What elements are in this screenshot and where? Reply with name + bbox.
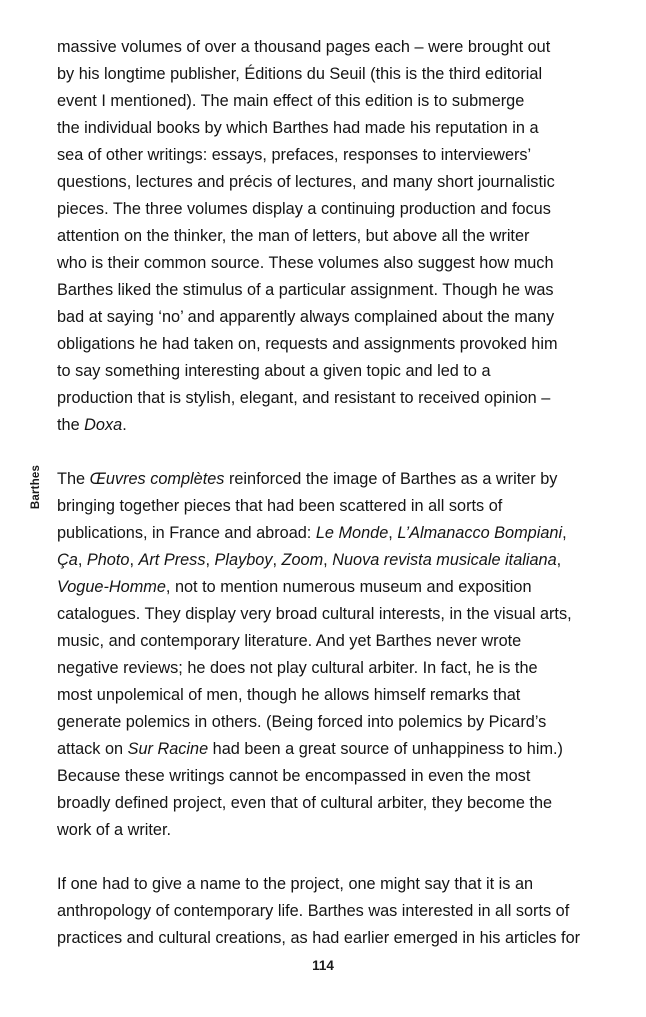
text-run: , bbox=[77, 551, 87, 569]
text-run: obligations he had taken on, requests and assignments provoked him bbox=[57, 335, 558, 353]
italic-title: Art Press bbox=[138, 551, 206, 569]
text-run: catalogues. They display very broad cultural interests, in the visual arts, bbox=[57, 605, 572, 623]
text-run: work of a writer. bbox=[57, 821, 172, 839]
text-run: the bbox=[57, 416, 85, 434]
text-line bbox=[57, 385, 585, 412]
text-run: attack on bbox=[57, 740, 128, 758]
text-run: The bbox=[57, 470, 90, 488]
text-line bbox=[57, 277, 585, 304]
text-line bbox=[57, 898, 585, 925]
paragraph bbox=[57, 871, 585, 952]
text-line bbox=[57, 304, 585, 331]
text-line bbox=[57, 709, 585, 736]
text-run: to say something interesting about a given topic and led to a bbox=[57, 362, 491, 380]
text-run: event I mentioned). The main effect of this edition is to submerge bbox=[57, 92, 525, 110]
paragraph bbox=[57, 34, 585, 439]
paragraph bbox=[57, 466, 585, 844]
text-run: publications, in France and abroad: bbox=[57, 524, 316, 542]
text-line bbox=[57, 925, 585, 952]
page-body bbox=[57, 34, 585, 952]
text-run: music, and contemporary literature. And yet Barthes never wrote bbox=[57, 632, 522, 650]
text-line bbox=[57, 736, 585, 763]
text-line bbox=[57, 682, 585, 709]
text-line bbox=[57, 547, 585, 574]
text-run: massive volumes of over a thousand pages each – were brought out bbox=[57, 38, 551, 56]
italic-title: Sur Racine bbox=[127, 740, 209, 758]
text-line bbox=[57, 655, 585, 682]
text-run: , not to mention numerous museum and exposition bbox=[165, 578, 532, 596]
text-run: Because these writings cannot be encompassed in even the most bbox=[57, 767, 531, 785]
text-line bbox=[57, 358, 585, 385]
text-run: Barthes liked the stimulus of a particular assignment. Though he was bbox=[57, 281, 554, 299]
text-line bbox=[57, 34, 585, 61]
italic-title: Playboy bbox=[214, 551, 273, 569]
text-line bbox=[57, 250, 585, 277]
text-line bbox=[57, 331, 585, 358]
text-run: reinforced the image of Barthes as a writer by bbox=[224, 470, 558, 488]
text-run: If one had to give a name to the project, one might say that it is an bbox=[57, 875, 534, 893]
italic-title: Le Monde bbox=[315, 524, 389, 542]
text-line bbox=[57, 790, 585, 817]
text-run: bad at saying ‘no’ and apparently always complained about the many bbox=[57, 308, 555, 326]
text-run: the individual books by which Barthes had made his reputation in a bbox=[57, 119, 539, 137]
text-run: , bbox=[556, 551, 562, 569]
text-line bbox=[57, 412, 585, 439]
text-line bbox=[57, 763, 585, 790]
text-run: , bbox=[272, 551, 282, 569]
text-line bbox=[57, 520, 585, 547]
text-line bbox=[57, 601, 585, 628]
text-run: sea of other writings: essays, prefaces, responses to interviewers’ bbox=[57, 146, 532, 164]
text-run: who is their common source. These volumes also suggest how much bbox=[57, 254, 554, 272]
italic-title: Œuvres complètes bbox=[89, 470, 225, 488]
text-run: production that is stylish, elegant, and resistant to received opinion – bbox=[57, 389, 551, 407]
text-line bbox=[57, 466, 585, 493]
text-run: generate polemics in others. (Being forced into polemics by Picard’s bbox=[57, 713, 547, 731]
italic-title: Ça bbox=[57, 551, 78, 569]
italic-title: Nuova revista musicale italiana bbox=[332, 551, 557, 569]
text-run: questions, lectures and précis of lectures, and many short journalistic bbox=[57, 173, 555, 191]
text-run: broadly defined project, even that of cultural arbiter, they become the bbox=[57, 794, 553, 812]
text-run: attention on the thinker, the man of letters, but above all the writer bbox=[57, 227, 530, 245]
text-run: had been a great source of unhappiness to him.) bbox=[208, 740, 563, 758]
text-line bbox=[57, 628, 585, 655]
italic-title: Photo bbox=[86, 551, 130, 569]
text-line bbox=[57, 574, 585, 601]
italic-title: Zoom bbox=[281, 551, 324, 569]
text-run: , bbox=[129, 551, 139, 569]
text-run: pieces. The three volumes display a continuing production and focus bbox=[57, 200, 551, 218]
text-run: practices and cultural creations, as had earlier emerged in his articles for bbox=[57, 929, 581, 947]
text-line bbox=[57, 88, 585, 115]
text-line bbox=[57, 871, 585, 898]
text-line bbox=[57, 817, 585, 844]
text-line bbox=[57, 223, 585, 250]
text-run: . bbox=[122, 416, 127, 434]
text-run: , bbox=[562, 524, 567, 542]
text-line bbox=[57, 493, 585, 520]
text-line bbox=[57, 169, 585, 196]
text-run: negative reviews; he does not play cultural arbiter. In fact, he is the bbox=[57, 659, 538, 677]
text-line bbox=[57, 142, 585, 169]
text-run: , bbox=[205, 551, 215, 569]
page-number: 114 bbox=[312, 958, 334, 973]
italic-title: L’Almanacco Bompiani bbox=[397, 524, 563, 542]
text-line bbox=[57, 115, 585, 142]
text-run: by his longtime publisher, Éditions du Seuil (this is the third editorial bbox=[57, 65, 543, 83]
running-head: Barthes bbox=[30, 464, 42, 510]
text-line bbox=[57, 61, 585, 88]
text-run: anthropology of contemporary life. Barthes was interested in all sorts of bbox=[57, 902, 570, 920]
italic-title: Doxa bbox=[84, 416, 123, 434]
text-run: , bbox=[388, 524, 398, 542]
text-line bbox=[57, 196, 585, 223]
text-run: most unpolemical of men, though he allows himself remarks that bbox=[57, 686, 521, 704]
text-run: bringing together pieces that had been scattered in all sorts of bbox=[57, 497, 503, 515]
text-run: , bbox=[323, 551, 333, 569]
italic-title: Vogue-Homme bbox=[57, 578, 166, 596]
